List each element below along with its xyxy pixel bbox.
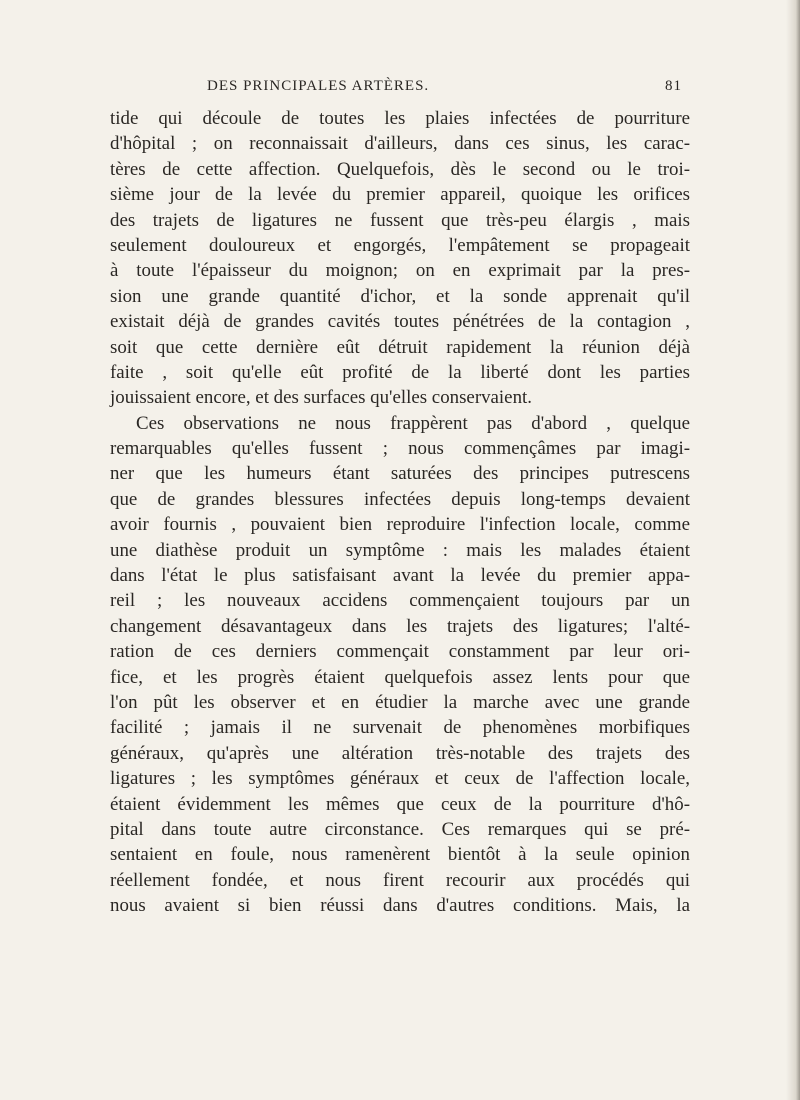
running-title: DES PRINCIPALES ARTÈRES. (207, 78, 430, 94)
text-line: seulement douloureux et engorgés, l'empâtement se propageait (110, 234, 690, 256)
text-line: Ces observations ne nous frappèrent pas d'abord , quelque (136, 412, 690, 434)
page-number: 81 (665, 78, 682, 94)
text-line: une diathèse produit un symptôme : mais les malades étaient (110, 539, 690, 561)
text-line: avoir fournis , pouvaient bien reproduire l'infection locale, comme (110, 514, 690, 536)
text-line: ner que les humeurs étant saturées des principes putrescens (110, 463, 690, 485)
text-line: pital dans toute autre circonstance. Ces remarques qui se pré- (110, 818, 690, 840)
text-line: ligatures ; les symptômes généraux et ceux de l'affection locale, (110, 768, 690, 790)
text-line: faite , soit qu'elle eût profité de la liberté dont les parties (110, 361, 690, 383)
text-line: fice, et les progrès étaient quelquefois assez lents pour que (110, 666, 690, 688)
text-line: généraux, qu'après une altération très-notable des trajets des (110, 742, 690, 764)
text-line: d'hôpital ; on reconnaissait d'ailleurs, dans ces sinus, les carac- (110, 133, 690, 155)
paragraph (110, 106, 690, 411)
text-line: remarquables qu'elles fussent ; nous commençâmes par imagi- (110, 438, 690, 460)
text-line: ration de ces derniers commençait constamment par leur ori- (110, 641, 690, 663)
text-line: reil ; les nouveaux accidens commençaient toujours par un (110, 590, 690, 612)
text-line: des trajets de ligatures ne fussent que très-peu élargis , mais (110, 209, 690, 231)
text-line: dans l'état le plus satisfaisant avant la levée du premier appa- (110, 565, 690, 587)
text-line: nous avaient si bien réussi dans d'autres conditions. Mais, la (110, 895, 690, 917)
text-line: que de grandes blessures infectées depuis long-temps devaient (110, 488, 690, 510)
text-line: jouissaient encore, et des surfaces qu'elles conservaient. (110, 387, 532, 409)
text-line: facilité ; jamais il ne survenait de phenomènes morbifiques (110, 717, 690, 739)
text-line: changement désavantageux dans les trajets des ligatures; l'alté- (110, 615, 690, 637)
page-edge-shadow (786, 0, 800, 1100)
text-line: étaient évidemment les mêmes que ceux de la pourriture d'hô- (110, 793, 690, 815)
text-line: réellement fondée, et nous firent recourir aux procédés qui (110, 869, 690, 891)
text-line: sion une grande quantité d'ichor, et la sonde apprenait qu'il (110, 285, 690, 307)
text-line: existait déjà de grandes cavités toutes pénétrées de la contagion , (110, 311, 690, 333)
text-line: sentaient en foule, nous ramenèrent bientôt à la seule opinion (110, 844, 690, 866)
text-line: tide qui découle de toutes les plaies infectées de pourriture (110, 108, 690, 129)
paragraph (110, 411, 690, 919)
running-head (110, 78, 690, 104)
body-text (110, 106, 690, 919)
text-line: soit que cette dernière eût détruit rapidement la réunion déjà (110, 336, 690, 358)
text-line: sième jour de la levée du premier appareil, quoique les orifices (110, 184, 690, 206)
text-line: tères de cette affection. Quelquefois, dès le second ou le troi- (110, 158, 690, 180)
text-line: à toute l'épaisseur du moignon; on en exprimait par la pres- (110, 260, 690, 282)
text-line: l'on pût les observer et en étudier la marche avec une grande (110, 691, 690, 713)
